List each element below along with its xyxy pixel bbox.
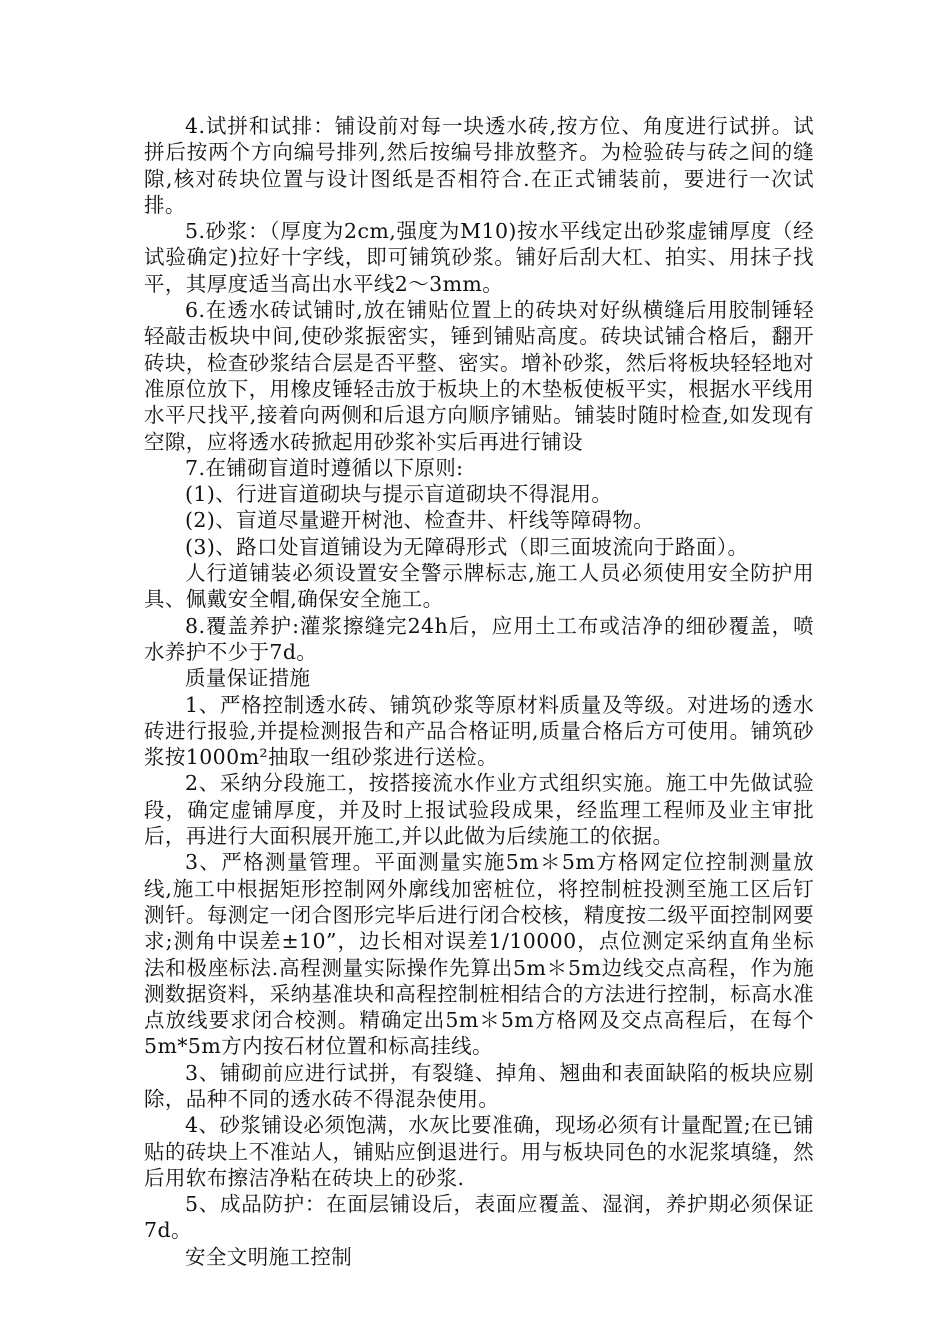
section-heading-safety: 安全文明施工控制 — [185, 1244, 353, 1269]
paragraph-quality-1: 1、严格控制透水砖、铺筑砂浆等原材料质量及等级。对进场的透水砖进行报验,并提检测报告和产品合格证明,质量合格后方可使用。铺筑砂浆按1000m²抽取一组砂浆进行送检。 — [144, 692, 814, 770]
paragraph-quality-5: 5、成品防护：在面层铺设后，表面应覆盖、湿润，养护期必须保证7d。 — [144, 1192, 814, 1243]
paragraph-mortar: 5.砂浆：（厚度为2cm,强度为M10)按水平线定出砂浆虚铺厚度（经试验确定)拉好十字线，即可铺筑砂浆。铺好后刮大杠、拍实、用抹子找平，其厚度适当高出水平线2～3mm。 — [144, 219, 814, 296]
paragraph-rule-3: (3)、路口处盲道铺设为无障碍形式（即三面坡流向于路面）。 — [185, 534, 749, 559]
paragraph-quality-4: 4、砂浆铺设必须饱满，水灰比要准确，现场必须有计量配置;在已铺贴的砖块上不准站人，铺贴应倒退进行。用与板块同色的水泥浆填缝，然后用软布擦洁净粘在砖块上的砂浆. — [144, 1113, 814, 1190]
paragraph-rule-2: (2)、盲道尽量避开树池、检查井、杆线等障碍物。 — [185, 508, 655, 533]
paragraph-quality-3-survey: 3、严格测量管理。平面测量实施5m＊5m方格网定位控制测量放线,施工中根据矩形控制网外廓线加密桩位，将控制桩投测至施工区后钉测钎。每测定一闭合图形完毕后进行闭合校核，精度按二级平面控制网要求;测角中误差±10”，边长相对误差1/10000，点位测定采纳直角坐标法和极座标法.高程测量实际操作先算出5m＊5m边线交点高程，作为施测数据资料，采纳基准块和高程控制桩相结合的方法进行控制，标高水准点放线要求闭合校测。精确定出5m＊5m方格网及交点高程后，在每个5m*5m方内按石材位置和标高挂线。 — [144, 850, 814, 1059]
paragraph-trial-paving: 6.在透水砖试铺时,放在铺贴位置上的砖块对好纵横缝后用胶制锤轻轻敲击板块中间,使砂浆振密实，锤到铺贴高度。砖块试铺合格后，翻开砖块，检查砂浆结合层是否平整、密实。增补砂浆，然后将板块轻轻地对准原位放下，用橡皮锤轻击放于板块上的木垫板使板平实，根据水平线用水平尺找平,接着向两侧和后退方向顺序铺贴。铺装时随时检查,如发现有空隙，应将透水砖掀起用砂浆补实后再进行铺设 — [144, 298, 814, 454]
paragraph-safety-signs: 人行道铺装必须设置安全警示牌标志,施工人员必须使用安全防护用具、佩戴安全帽,确保安全施工。 — [144, 561, 814, 612]
paragraph-rule-1: (1)、行进盲道砌块与提示盲道砌块不得混用。 — [185, 482, 613, 507]
paragraph-curing: 8.覆盖养护:灌浆擦缝完24h后，应用土工布或洁净的细砂覆盖，喷水养护不少于7d。 — [144, 613, 814, 664]
paragraph-quality-3-trial: 3、铺砌前应进行试拼，有裂缝、掉角、翘曲和表面缺陷的板块应剔除，品种不同的透水砖不得混杂使用。 — [144, 1060, 814, 1111]
paragraph-tactile-paving-principles: 7.在铺砌盲道时遵循以下原则: — [185, 455, 464, 480]
paragraph-quality-2: 2、采纳分段施工，按搭接流水作业方式组织实施。施工中先做试验段，确定虚铺厚度，并及时上报试验段成果，经监理工程师及业主审批后，再进行大面积展开施工,并以此做为后续施工的依据。 — [144, 771, 814, 849]
section-heading-quality: 质量保证措施 — [185, 666, 311, 691]
document-body — [144, 113, 814, 1270]
paragraph-trial-layout: 4.试拼和试排：铺设前对每一块透水砖,按方位、角度进行试拼。试拼后按两个方向编号排列,然后按编号排放整齐。为检验砖与砖之间的缝隙,核对砖块位置与设计图纸是否相符合.在正式铺装前，要进行一次试排。 — [144, 114, 814, 217]
